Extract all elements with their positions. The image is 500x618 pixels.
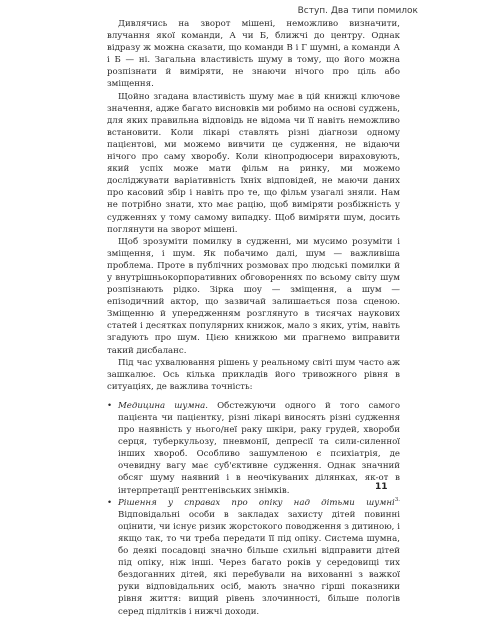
- bullet-list: [107, 400, 400, 618]
- bullet-text: Відповідальні особи в закладах захисту дітей повинні оцінити, чи існує ризик жорстокого поводження з дитиною, і якщо так, то чи треба передати її під опіку. Система шумна, бо деякі посадовці значно більше схильні відправити дітей під опіку, ніж інші. Через багато років у середовищі тих бездоганних дітей, які перебували на вихованні з важкої руки відповідальних осіб, мають значно гірші показники рівня життя: вищий рівень злочинності, більше пологів серед підлітків і нижчі доходи.: [118, 509, 400, 617]
- bullet-marker: •: [107, 400, 113, 411]
- footnote-ref: 3.: [394, 496, 400, 503]
- paragraph: Щоб зрозуміти помилку в судженні, ми мусимо розуміти і зміщення, і шум. Як побачимо далі, шум — важливіша проблема. Проте в публічних розмовах про людські помилки й у внутрішньокорпоративних обговореннях по всьому світу шум розпізнають рідко. Зірка шоу — зміщення, а шум — епізодичний актор, що зазвичай залишається поза сценою. Зміщенню й упередженням розглянуто в тисячах наукових статей і десятках популярних книжок, мало з яких, утім, навіть згадують про шум. Цією книжкою ми прагнемо виправити такий дисбаланс.: [107, 236, 400, 356]
- running-head: Вступ. Два типи помилок: [297, 6, 418, 16]
- bullet-marker: •: [107, 497, 113, 508]
- bullet-title: Медицина шумна.: [118, 400, 209, 411]
- paragraph: Дивлячись на зворот мішені, неможливо визначити, влучання якої команди, А чи Б, ближчі до центру. Однак відразу ж можна сказати, що команди В і Г шумні, а команди А і Б — ні. Загальна властивість шуму в тому, що його можна розпізнати й виміряти, не знаючи нічого про ціль або зміщення.: [107, 19, 400, 90]
- bullet-title: Рішення у справах про опіку над дітьми шумні: [118, 497, 395, 508]
- page-number: 11: [375, 482, 388, 492]
- bullet-text: Обстежуючи одного й того самого пацієнта чи пацієнтку, різні лікарі виносять різні судження про наявність у нього/неї раку шкіри, раку грудей, хвороби серця, туберкульозу, пневмонії, депресії та сили-силенної інших хвороб. Особливо зашумленою є психіатрія, де очевидну вагу має суб'єктивне судження. Однак значний обсяг шуму наявний і в неочікуваних ділянках, як-от в інтерпретації рентгенівських знімків.: [118, 400, 400, 496]
- bullet-item-child-custody: [107, 497, 400, 618]
- paragraph: Під час ухвалювання рішень у реальному світі шум часто аж зашкалює. Ось кілька прикладів його тривожного рівня в ситуаціях, де важлива точність:: [107, 357, 400, 392]
- paragraph: Щойно згадана властивість шуму має в цій книжці ключове значення, адже багато висновків ми робимо на основі суджень, для яких правильна відповідь не відома чи її навіть неможливо встановити. Коли лікарі ставлять різні діагнози одному пацієнтові, ми можемо вивчити це судження, не відаючи нічого про саму хворобу. Коли кінопродюсери вираховують, який успіх може мати фільм на ринку, ми можемо досліджувати варіативність їхніх відповідей, не маючи даних про касовий збір і навіть про те, що фільм узагалі зняли. Нам не потрібно знати, хто має рацію, щоб виміряти розбіжність у судженнях у тому самому випадку. Щоб виміряти шум, досить поглянути на зворот мішені.: [107, 91, 400, 235]
- bullet-item-medicine: [107, 400, 400, 497]
- body-text: [107, 18, 400, 618]
